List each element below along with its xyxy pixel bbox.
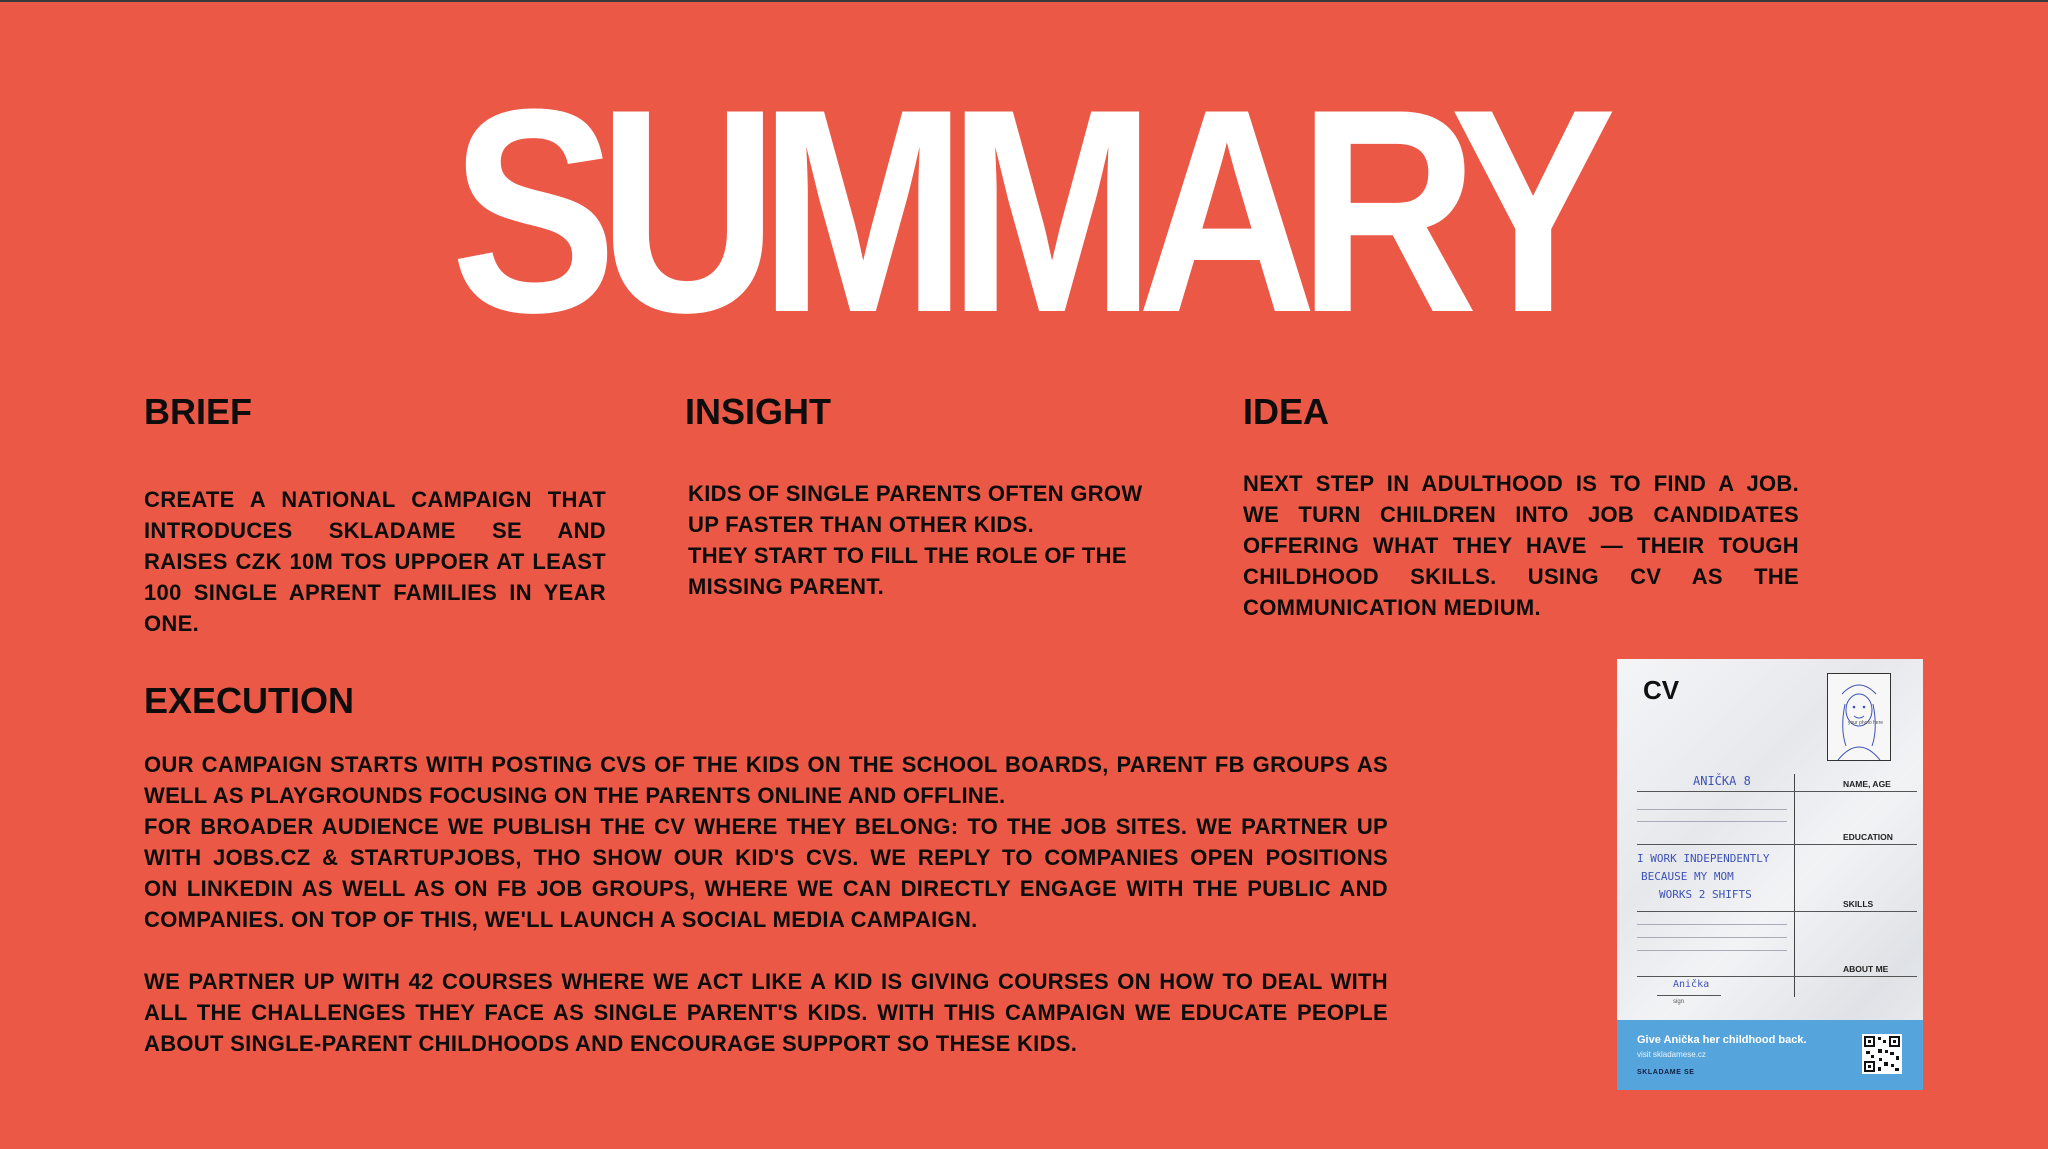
- cv-visit: visit skladamese.cz: [1637, 1050, 1706, 1059]
- cv-tagline: Give Anička her childhood back.: [1637, 1034, 1807, 1046]
- execution-line: OUR CAMPAIGN STARTS WITH POSTING CVS OF THE KIDS ON THE SCHOOL BOARDS, PARENT FB GROUPS AS: [144, 752, 1388, 777]
- execution-heading: EXECUTION: [144, 680, 355, 721]
- insight-text: [688, 478, 1158, 602]
- execution-line: WITH JOBS.CZ & STARTUPJOBS, THO SHOW OUR KID'S CVS. WE REPLY TO COMPANIES OPEN POSITIONS: [144, 845, 1388, 870]
- cv-title: CV: [1643, 675, 1680, 705]
- execution-line: FOR BROADER AUDIENCE WE PUBLISH THE CV WHERE THEY BELONG: TO THE JOB SITES. WE PARTNER UP: [144, 814, 1388, 839]
- cv-rule: [1637, 976, 1917, 977]
- idea-line: WE TURN CHILDREN INTO JOB CANDIDATES: [1243, 502, 1799, 527]
- idea-line: COMMUNICATION MEDIUM.: [1243, 595, 1541, 620]
- idea-line: OFFERING WHAT THEY HAVE — THEIR TOUGH: [1243, 533, 1799, 558]
- idea-line: CHILDHOOD SKILLS. USING CV AS THE: [1243, 564, 1799, 589]
- brief-text: [144, 484, 606, 639]
- cv-rule: [1637, 924, 1787, 925]
- cv-handwritten-name: ANIČKA 8: [1693, 774, 1751, 788]
- cv-rule: [1637, 821, 1787, 822]
- cv-handwritten-skill: I WORK INDEPENDENTLY: [1637, 852, 1770, 865]
- cv-signature: Anička: [1673, 979, 1710, 990]
- execution-text: [144, 749, 1388, 1059]
- insight-line: MISSING PARENT.: [688, 574, 885, 599]
- insight-line: UP FASTER THAN OTHER KIDS.: [688, 512, 1034, 537]
- insight-line: THEY START TO FILL THE ROLE OF THE: [688, 543, 1127, 568]
- insight-line: KIDS OF SINGLE PARENTS OFTEN GROW: [688, 481, 1143, 506]
- cv-rule: [1637, 791, 1917, 792]
- brief-line: 100 SINGLE APRENT FAMILIES IN YEAR: [144, 580, 606, 605]
- execution-line: WE PARTNER UP WITH 42 COURSES WHERE WE ACT LIKE A KID IS GIVING COURSES ON HOW TO DEAL WITH: [144, 969, 1388, 994]
- brief-line: RAISES CZK 10M TOS UPPOER AT LEAST: [144, 549, 606, 574]
- cv-poster-image: [1617, 659, 1923, 1090]
- cv-poster-band: [1617, 1020, 1923, 1090]
- execution-line: COMPANIES. ON TOP OF THIS, WE'LL LAUNCH A SOCIAL MEDIA CAMPAIGN.: [144, 907, 978, 932]
- execution-line: ON LINKEDIN AS WELL AS ON FB JOB GROUPS, WHERE WE CAN DIRECTLY ENGAGE WITH THE PUBLIC AND: [144, 876, 1388, 901]
- cv-photo-box: [1827, 673, 1891, 761]
- cv-rule: [1637, 950, 1787, 951]
- cv-signature-caption: sign: [1673, 999, 1685, 1005]
- cv-handwritten-skill: BECAUSE MY MOM: [1641, 870, 1734, 883]
- brief-heading: BRIEF: [144, 391, 252, 432]
- cv-label-about: ABOUT ME: [1843, 964, 1889, 974]
- page-title: SUMMARY: [450, 49, 1598, 373]
- cv-rule: [1637, 911, 1917, 912]
- brief-line: CREATE A NATIONAL CAMPAIGN THAT: [144, 487, 606, 512]
- execution-line: ALL THE CHALLENGES THEY FACE AS SINGLE PARENT'S KIDS. WITH THIS CAMPAIGN WE EDUCATE PEOPLE: [144, 1000, 1388, 1025]
- brief-line: INTRODUCES SKLADAME SE AND: [144, 518, 606, 543]
- cv-rule: [1637, 809, 1787, 810]
- execution-line: WELL AS PLAYGROUNDS FOCUSING ON THE PARENTS ONLINE AND OFFLINE.: [144, 783, 1006, 808]
- idea-heading: IDEA: [1243, 391, 1330, 432]
- idea-line: NEXT STEP IN ADULTHOOD IS TO FIND A JOB.: [1243, 471, 1799, 496]
- cv-label-education: EDUCATION: [1843, 832, 1893, 842]
- cv-brand-logo: SKLADAME SE: [1637, 1069, 1695, 1076]
- cv-divider: [1794, 774, 1795, 997]
- cv-rule: [1637, 937, 1787, 938]
- cv-handwritten-skill: WORKS 2 SHIFTS: [1659, 888, 1752, 901]
- cv-rule: [1637, 844, 1917, 845]
- photo-caption: your photo here: [1848, 720, 1884, 726]
- execution-spacer: [144, 935, 1388, 966]
- top-border: [0, 0, 2048, 2]
- cv-rule: [1657, 995, 1721, 996]
- child-drawing-icon: [1828, 674, 1890, 760]
- qr-code-icon: [1862, 1034, 1902, 1074]
- brief-line: ONE.: [144, 611, 199, 636]
- cv-label-skills: SKILLS: [1843, 899, 1874, 909]
- cv-label-name: NAME, AGE: [1843, 779, 1891, 789]
- idea-text: [1243, 468, 1799, 623]
- insight-heading: INSIGHT: [685, 391, 832, 432]
- execution-line: ABOUT SINGLE-PARENT CHILDHOODS AND ENCOURAGE SUPPORT SO THESE KIDS.: [144, 1031, 1078, 1056]
